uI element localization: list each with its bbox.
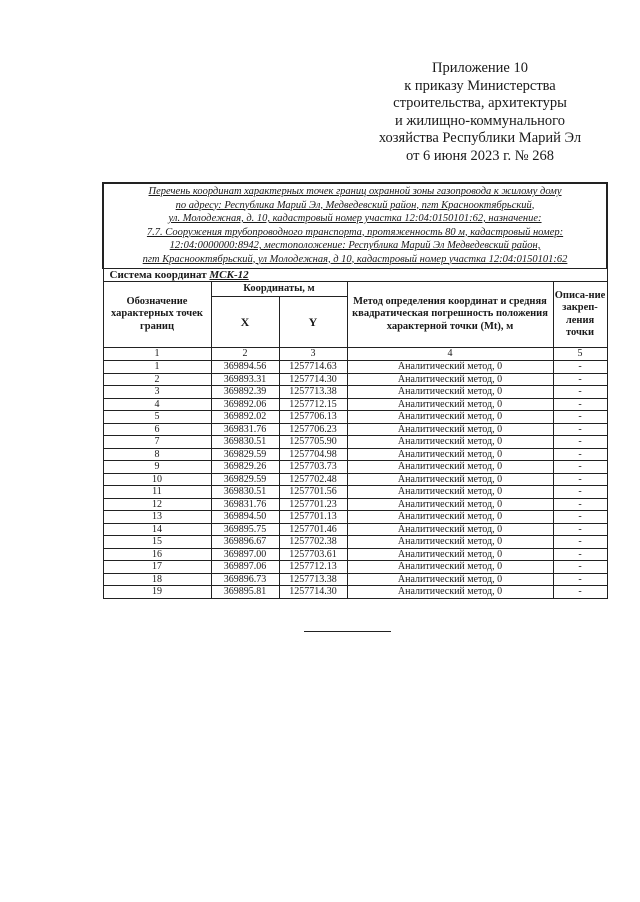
cell-method: Аналитический метод, 0 xyxy=(347,486,553,499)
cell-method: Аналитический метод, 0 xyxy=(347,473,553,486)
table-row xyxy=(103,523,607,536)
cell-x: 369894.50 xyxy=(211,511,279,524)
cell-y: 1257704.98 xyxy=(279,448,347,461)
cell-method: Аналитический метод, 0 xyxy=(347,511,553,524)
title-line: 7.7. Сооружения трубопроводного транспорта, протяженность 80 м, кадастровый номер: xyxy=(146,226,564,238)
cell-method: Аналитический метод, 0 xyxy=(347,573,553,586)
cell-method: Аналитический метод, 0 xyxy=(347,411,553,424)
cell-n: 3 xyxy=(103,386,211,399)
cell-y: 1257714.30 xyxy=(279,373,347,386)
cell-method: Аналитический метод, 0 xyxy=(347,436,553,449)
cell-method: Аналитический метод, 0 xyxy=(347,523,553,536)
coordinates-document xyxy=(102,182,606,599)
cell-n: 18 xyxy=(103,573,211,586)
cell-desc: - xyxy=(553,486,607,499)
table-row xyxy=(103,536,607,549)
cell-desc: - xyxy=(553,523,607,536)
col-number: 2 xyxy=(211,348,279,361)
coordinate-system-value: МСК-12 xyxy=(209,269,249,281)
cell-x: 369894.56 xyxy=(211,361,279,374)
cell-n: 9 xyxy=(103,461,211,474)
cell-y: 1257714.63 xyxy=(279,361,347,374)
cell-n: 7 xyxy=(103,436,211,449)
col-number: 3 xyxy=(279,348,347,361)
cell-x: 369831.76 xyxy=(211,498,279,511)
document-header xyxy=(360,60,600,165)
table-row xyxy=(103,511,607,524)
cell-desc: - xyxy=(553,473,607,486)
cell-y: 1257701.56 xyxy=(279,486,347,499)
cell-y: 1257712.13 xyxy=(279,561,347,574)
col-header-method: Метод определения координат и средняя квадратическая погрешность положения характерной точки (Mt), м xyxy=(347,282,553,348)
cell-y: 1257705.90 xyxy=(279,436,347,449)
header-line: к приказу Министерства xyxy=(404,77,556,94)
cell-desc: - xyxy=(553,361,607,374)
table-row xyxy=(103,411,607,424)
cell-desc: - xyxy=(553,586,607,599)
table-row xyxy=(103,473,607,486)
cell-y: 1257706.23 xyxy=(279,423,347,436)
cell-method: Аналитический метод, 0 xyxy=(347,561,553,574)
cell-method: Аналитический метод, 0 xyxy=(347,548,553,561)
header-line: и жилищно-коммунального xyxy=(394,112,566,129)
cell-y: 1257713.38 xyxy=(279,386,347,399)
cell-x: 369893.31 xyxy=(211,373,279,386)
header-line: строительства, архитектуры xyxy=(393,95,567,111)
col-header-point: Обозначение характерных точек границ xyxy=(103,282,211,348)
cell-x: 369830.51 xyxy=(211,436,279,449)
table-title xyxy=(103,183,607,269)
cell-desc: - xyxy=(553,448,607,461)
cell-y: 1257701.46 xyxy=(279,523,347,536)
cell-x: 369892.06 xyxy=(211,398,279,411)
cell-desc: - xyxy=(553,548,607,561)
coordinate-system-label: Система координат xyxy=(109,269,207,281)
table-row xyxy=(103,398,607,411)
title-line: ул. Молодежная, д. 10, кадастровый номер участка 12:04:0150101:62, назначение: xyxy=(168,213,542,224)
cell-n: 12 xyxy=(103,498,211,511)
cell-n: 4 xyxy=(103,398,211,411)
cell-n: 19 xyxy=(103,586,211,599)
cell-desc: - xyxy=(553,411,607,424)
cell-x: 369831.76 xyxy=(211,423,279,436)
cell-y: 1257706.13 xyxy=(279,411,347,424)
coordinates-table xyxy=(102,182,608,599)
cell-n: 13 xyxy=(103,511,211,524)
closing-line xyxy=(304,631,391,632)
cell-desc: - xyxy=(553,498,607,511)
cell-desc: - xyxy=(553,423,607,436)
col-header-coords: Координаты, м xyxy=(211,282,347,297)
cell-y: 1257703.61 xyxy=(279,548,347,561)
cell-n: 8 xyxy=(103,448,211,461)
cell-method: Аналитический метод, 0 xyxy=(347,586,553,599)
cell-n: 15 xyxy=(103,536,211,549)
cell-desc: - xyxy=(553,373,607,386)
cell-desc: - xyxy=(553,386,607,399)
col-number: 4 xyxy=(347,348,553,361)
table-row xyxy=(103,561,607,574)
coordinate-system-row xyxy=(103,269,607,282)
table-row xyxy=(103,461,607,474)
cell-y: 1257702.48 xyxy=(279,473,347,486)
cell-x: 369829.26 xyxy=(211,461,279,474)
cell-method: Аналитический метод, 0 xyxy=(347,448,553,461)
cell-y: 1257701.23 xyxy=(279,498,347,511)
title-line: пгт Краснооктябрьский, ул Молодежная, д 10, кадастровый номер участка 12:04:0150101:62 xyxy=(142,253,568,265)
cell-n: 10 xyxy=(103,473,211,486)
table-row xyxy=(103,373,607,386)
cell-y: 1257713.38 xyxy=(279,573,347,586)
cell-x: 369892.39 xyxy=(211,386,279,399)
table-row xyxy=(103,573,607,586)
table-row xyxy=(103,386,607,399)
col-header-y: Y xyxy=(279,297,347,348)
cell-desc: - xyxy=(553,511,607,524)
cell-desc: - xyxy=(553,561,607,574)
table-row xyxy=(103,448,607,461)
cell-n: 17 xyxy=(103,561,211,574)
cell-x: 369829.59 xyxy=(211,448,279,461)
title-line: по адресу: Республика Марий Эл, Медведевский район, пгт Краснооктябрьский, xyxy=(175,199,535,211)
header-line: Приложение 10 xyxy=(432,60,528,76)
col-number: 1 xyxy=(103,348,211,361)
cell-y: 1257714.30 xyxy=(279,586,347,599)
header-line: от 6 июня 2023 г. № 268 xyxy=(406,147,554,164)
table-row xyxy=(103,548,607,561)
cell-x: 369830.51 xyxy=(211,486,279,499)
col-header-desc: Описа-ние закреп-ления точки xyxy=(553,282,607,348)
cell-method: Аналитический метод, 0 xyxy=(347,386,553,399)
cell-method: Аналитический метод, 0 xyxy=(347,536,553,549)
cell-desc: - xyxy=(553,398,607,411)
cell-y: 1257701.13 xyxy=(279,511,347,524)
cell-method: Аналитический метод, 0 xyxy=(347,423,553,436)
table-row xyxy=(103,586,607,599)
table-row xyxy=(103,423,607,436)
cell-x: 369895.81 xyxy=(211,586,279,599)
cell-n: 6 xyxy=(103,423,211,436)
cell-y: 1257702.38 xyxy=(279,536,347,549)
cell-method: Аналитический метод, 0 xyxy=(347,461,553,474)
header-line: хозяйства Республики Марий Эл xyxy=(378,130,582,146)
cell-desc: - xyxy=(553,436,607,449)
col-header-x: X xyxy=(211,297,279,348)
cell-x: 369897.06 xyxy=(211,561,279,574)
cell-y: 1257712.15 xyxy=(279,398,347,411)
col-number: 5 xyxy=(553,348,607,361)
cell-method: Аналитический метод, 0 xyxy=(347,498,553,511)
cell-x: 369897.00 xyxy=(211,548,279,561)
cell-n: 5 xyxy=(103,411,211,424)
table-row xyxy=(103,436,607,449)
cell-y: 1257703.73 xyxy=(279,461,347,474)
cell-method: Аналитический метод, 0 xyxy=(347,398,553,411)
cell-n: 2 xyxy=(103,373,211,386)
title-line: 12:04:0000000:8942, местоположение: Республика Марий Эл Медведевский район, xyxy=(169,240,541,251)
cell-x: 369892.02 xyxy=(211,411,279,424)
cell-x: 369896.73 xyxy=(211,573,279,586)
cell-desc: - xyxy=(553,536,607,549)
cell-method: Аналитический метод, 0 xyxy=(347,361,553,374)
cell-method: Аналитический метод, 0 xyxy=(347,373,553,386)
table-row xyxy=(103,498,607,511)
title-line: Перечень координат характерных точек границ охранной зоны газопровода к жилому дому xyxy=(148,186,562,197)
cell-n: 16 xyxy=(103,548,211,561)
cell-desc: - xyxy=(553,573,607,586)
cell-desc: - xyxy=(553,461,607,474)
cell-n: 11 xyxy=(103,486,211,499)
cell-n: 14 xyxy=(103,523,211,536)
cell-x: 369896.67 xyxy=(211,536,279,549)
cell-x: 369895.75 xyxy=(211,523,279,536)
table-row xyxy=(103,361,607,374)
table-row xyxy=(103,486,607,499)
cell-x: 369829.59 xyxy=(211,473,279,486)
cell-n: 1 xyxy=(103,361,211,374)
